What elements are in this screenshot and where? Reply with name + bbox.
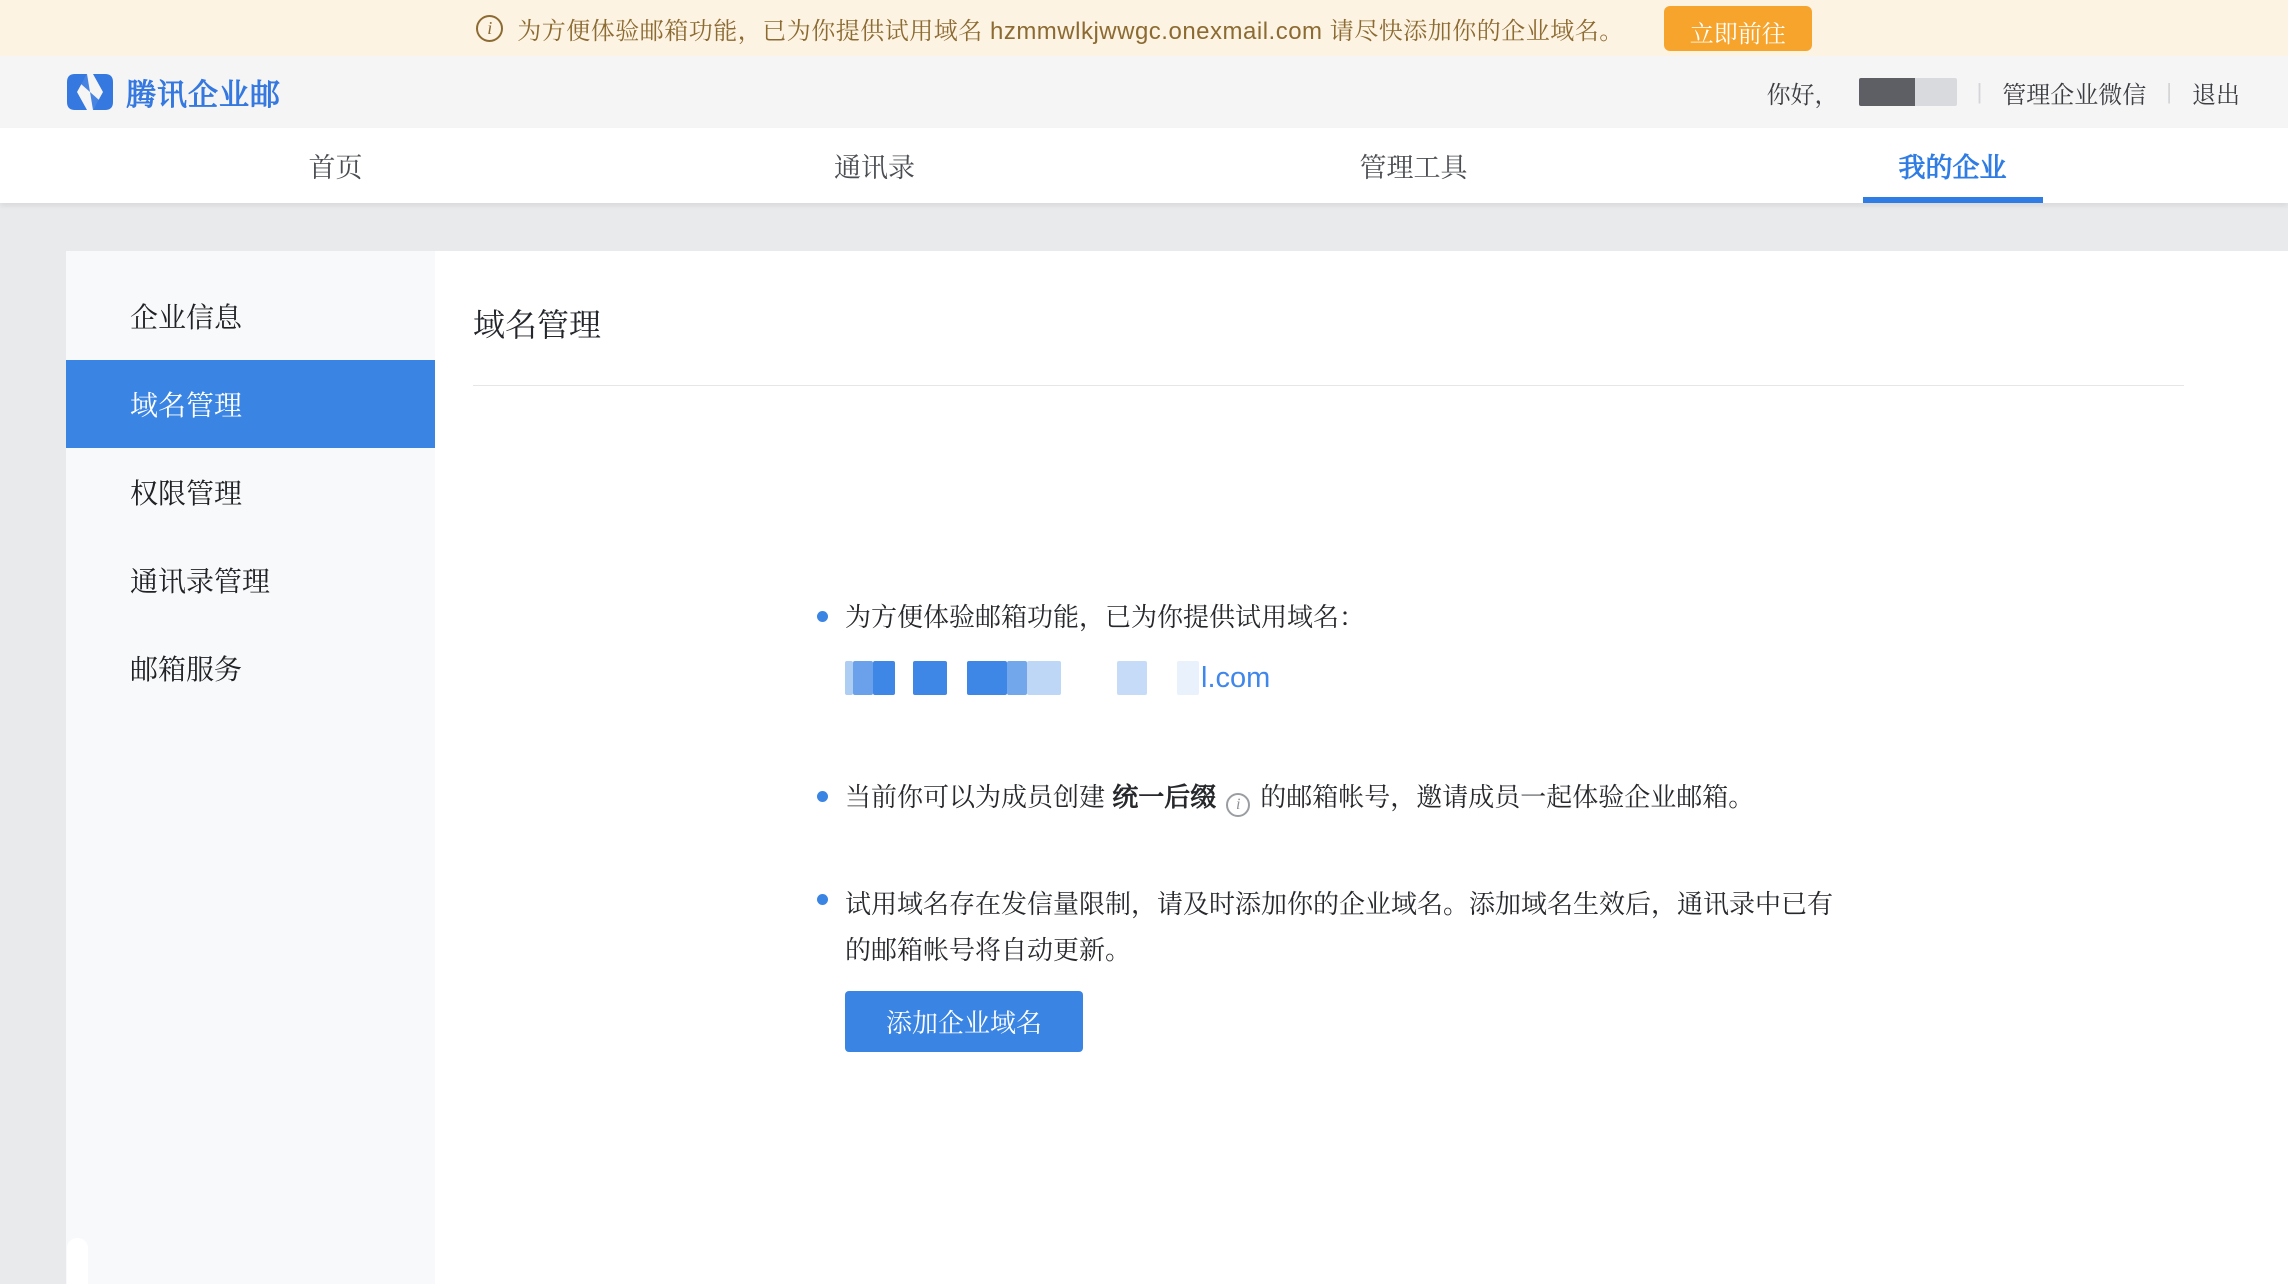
logo-text: 腾讯企业邮 (126, 79, 281, 112)
bullet-dot (817, 791, 828, 802)
list-item (817, 598, 2184, 636)
sidebar-item-mail-service[interactable] (66, 624, 435, 712)
page-title: 域名管理 (473, 307, 602, 343)
app-header (0, 56, 2288, 128)
bullet-dot (817, 611, 828, 622)
scrollbar-thumb[interactable] (67, 1238, 88, 1284)
tab-my-enterprise[interactable] (1683, 128, 2222, 203)
bullet3-text: 试用域名存在发信量限制，请及时添加你的企业域名。添加域名生效后，通讯录中已有的邮箱帐号将自动更新。 (845, 889, 1834, 965)
banner-text-before: 为方便体验邮箱功能，已为你提供试用域名 (517, 17, 983, 45)
bullet2-pre: 当前你可以为成员创建 (845, 782, 1106, 812)
tab-label: 首页 (308, 153, 363, 183)
greeting-text: 你好， (1766, 81, 1839, 109)
redacted-block (853, 661, 873, 695)
header-right (1767, 75, 2240, 110)
tab-label: 管理工具 (1359, 153, 1468, 183)
sidebar-item-label: 邮箱服务 (130, 654, 243, 685)
banner-text-after: 请尽快添加你的企业域名。 (1329, 17, 1624, 45)
trial-domain-banner (0, 0, 2288, 56)
tab-admin-tools[interactable] (1144, 128, 1683, 203)
redacted-block (1117, 661, 1147, 695)
redacted-block (913, 661, 947, 695)
domain-info-list (817, 598, 2184, 973)
trial-domain-suffix[interactable]: l.com (1201, 661, 1271, 694)
sidebar-item-label: 域名管理 (130, 390, 243, 421)
sidebar-item-company-info[interactable] (66, 272, 435, 360)
redacted-block (845, 661, 853, 695)
list-item (817, 778, 2184, 817)
domain-management-content (435, 251, 2288, 1284)
page-body (0, 203, 2288, 1284)
bullet1-text: 为方便体验邮箱功能，已为你提供试用域名： (845, 602, 1366, 632)
bullet2-bold: 统一后缀 (1112, 782, 1217, 812)
sidebar-item-label: 通讯录管理 (130, 566, 271, 597)
sidebar-item-label: 企业信息 (130, 302, 243, 333)
logout-link[interactable]: 退出 (2192, 81, 2240, 109)
sidebar-item-contacts-management[interactable] (66, 536, 435, 624)
bullet-dot (817, 894, 828, 905)
redacted-block (1007, 661, 1027, 695)
sidebar-item-label: 权限管理 (130, 478, 243, 509)
tab-contacts[interactable] (605, 128, 1144, 203)
add-domain-button[interactable]: 添加企业域名 (845, 991, 1083, 1052)
tab-home[interactable] (66, 128, 605, 203)
exmail-logo[interactable] (66, 70, 281, 114)
settings-card (66, 251, 2288, 1284)
trial-domain-redacted (845, 658, 2184, 698)
redacted-block-dark (1859, 78, 1915, 106)
tab-label: 我的企业 (1898, 153, 2007, 183)
go-now-button[interactable]: 立即前往 (1664, 6, 1812, 51)
banner-text (517, 11, 1623, 46)
active-tab-underline (1863, 197, 2043, 203)
tab-label: 通讯录 (834, 153, 915, 183)
redacted-block (873, 661, 895, 695)
list-item (817, 881, 2184, 973)
exmail-logo-icon (66, 72, 114, 112)
bullet2-text (845, 778, 1754, 817)
banner-trial-domain: hzmmwlkjwwgc.onexmail.com (989, 17, 1323, 45)
divider (473, 385, 2184, 386)
manage-wecom-link[interactable]: 管理企业微信 (2002, 81, 2147, 109)
redacted-block-light (1915, 78, 1957, 106)
redacted-block (1177, 661, 1199, 695)
settings-sidebar (66, 251, 435, 1284)
separator: | (2166, 79, 2172, 104)
redacted-block (1027, 661, 1061, 695)
primary-tabbar (0, 128, 2288, 203)
info-circle-icon: i (476, 15, 503, 42)
sidebar-item-permission-management[interactable] (66, 448, 435, 536)
info-circle-icon[interactable]: i (1226, 793, 1250, 817)
sidebar-item-domain-management[interactable] (66, 360, 435, 448)
redacted-block (967, 661, 1007, 695)
bullet2-post: 的邮箱帐号，邀请成员一起体验企业邮箱。 (1260, 782, 1755, 812)
separator: | (1976, 79, 1983, 104)
user-name-redacted (1859, 78, 1957, 106)
